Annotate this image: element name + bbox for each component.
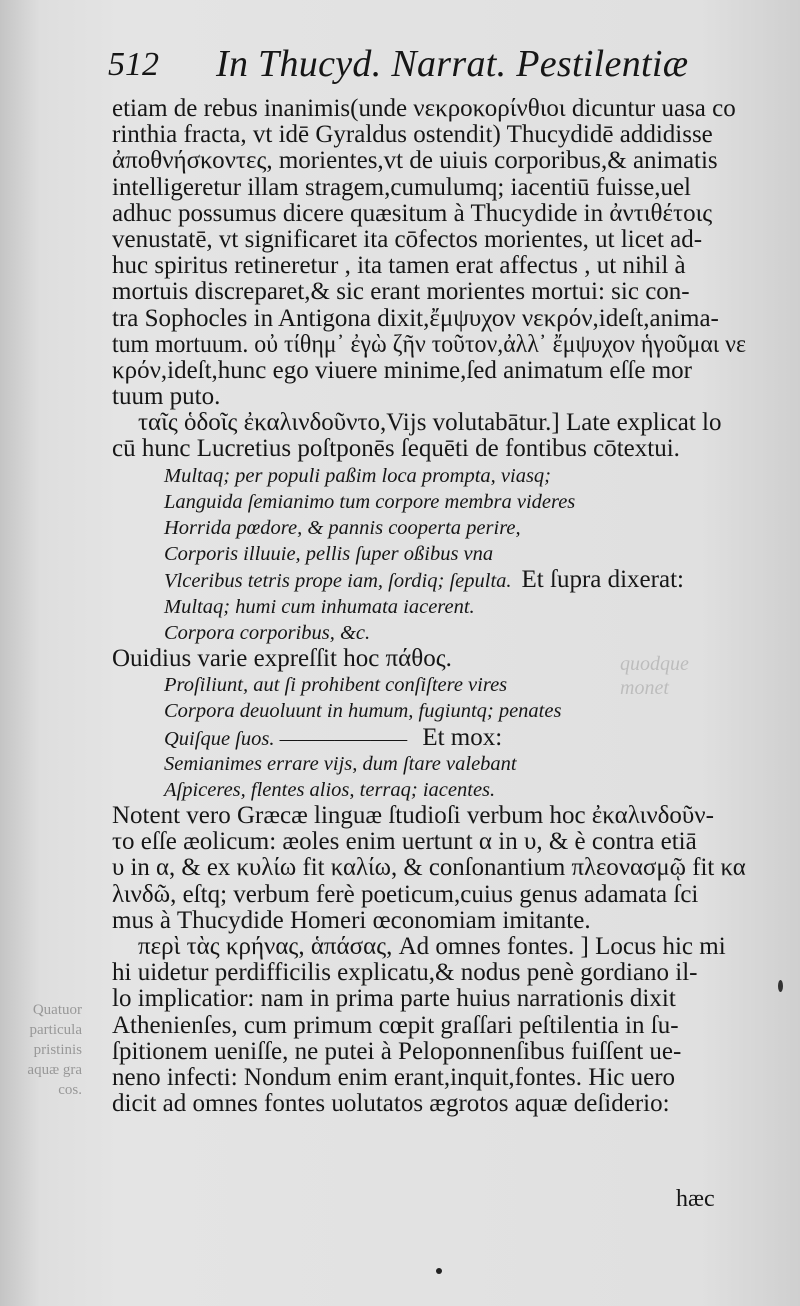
lemma-line: ταῖς ὁδοῖς ἐκαλινδοῦντο,Vijs volutabātur.] Late explicat lo bbox=[138, 409, 722, 437]
verse-line bbox=[112, 620, 746, 646]
verse-text: Corpora deuoluunt in humum, fugiuntq; penates bbox=[164, 700, 562, 723]
ink-speck bbox=[778, 980, 783, 992]
bleed-through-right-2: monet bbox=[620, 677, 669, 699]
bleed-line: cos. bbox=[58, 1082, 82, 1098]
text-line bbox=[112, 855, 746, 881]
bleed-line: Quatuor bbox=[32, 1002, 82, 1018]
text-line bbox=[112, 332, 746, 358]
bleed-line: aquæ gra bbox=[27, 1062, 82, 1078]
text-line: Notent vero Græcæ linguæ ſtudioſi verbum hoc ἐκαλινδοῦν- bbox=[112, 802, 714, 830]
text-line: tuum puto. bbox=[112, 383, 221, 411]
verse-text: Multaq; per populi paßim loca prompta, viasq; bbox=[164, 464, 551, 487]
verse-line bbox=[112, 594, 746, 620]
verse-text: Quiſque ſuos. ——————— bbox=[164, 727, 413, 750]
text-line: etiam de rebus inanimis(unde νεκροκορίνθιοι dicuntur uasa co bbox=[112, 95, 736, 122]
main-text-block bbox=[112, 96, 746, 1117]
verse-line bbox=[112, 725, 746, 751]
verse-line bbox=[112, 515, 746, 541]
verse-text: Multaq; humi cum inhumata iacerent. bbox=[164, 595, 475, 618]
text-line: ἀποθνήσκοντες, morientes,vt de uiuis corporibus,& animatis bbox=[112, 147, 718, 175]
verse-text: Vlceribus tetris prope iam, ſordiq; ſepulta. bbox=[164, 570, 512, 593]
running-title: In Thucyd. Narrat. Pestilentiæ bbox=[216, 43, 689, 85]
verse-text: Horrida pœdore, & pannis cooperta perire, bbox=[164, 517, 521, 539]
verse-line bbox=[112, 463, 746, 489]
text-line: tra Sophocles in Antigona dixit,ἔμψυχον νεκρόν,ideſt,anima- bbox=[112, 304, 719, 332]
verse-line bbox=[112, 751, 746, 777]
verse-text: Proſiliunt, aut ſi prohibent conſiſtere vires bbox=[164, 674, 508, 697]
bleed-through-right-1: quodque bbox=[620, 653, 689, 675]
text-line: lo implicatior: nam in prima parte huius narrationis dixit bbox=[112, 985, 676, 1013]
catchword: hæc bbox=[676, 1186, 715, 1212]
text-line: ſpitionem ueniſſe, ne putei à Peloponnenſibus fuiſſent ue- bbox=[112, 1037, 682, 1065]
text-line: adhuc possumus dicere quæsitum à Thucydide in ἀντιθέτοις bbox=[112, 199, 713, 227]
verse-line bbox=[112, 567, 746, 593]
text-line: mortuis discreparet,& sic erant morientes mortui: sic con- bbox=[112, 278, 690, 306]
page-number: 512 bbox=[108, 46, 159, 83]
line-fit-wrapper: υ in α, & ex κυλίω fit καλίω, & conſonantium πλεονασμῷ fit κα bbox=[112, 854, 746, 882]
text-line: το eſſe æolicum: æoles enim uertunt α in υ, & è contra etiā bbox=[112, 828, 697, 856]
text-line: dicit ad omnes fontes uolutatos ægrotos aquæ deſiderio: bbox=[112, 1090, 670, 1118]
text-line: κρόν,ideſt,hunc ego viuere minime,ſed animatum eſſe mor bbox=[112, 356, 692, 384]
text-line: Ouidius varie expreſſit hoc πάθος. bbox=[112, 644, 452, 672]
text-line: neno infecti: Nondum enim erant,inquit,fontes. Hic uero bbox=[112, 1063, 676, 1091]
page-header bbox=[108, 43, 748, 98]
text-line: Athenienſes, cum primum cœpit graſſari peſtilentia in ſu- bbox=[112, 1011, 679, 1039]
verse-text: Corporis illuuie, pellis ſuper oßibus vna bbox=[164, 543, 494, 566]
text-line: cū hunc Lucretius poſtponēs ſequēti de fontibus cōtextui. bbox=[112, 435, 680, 463]
bleed-line: pristinis bbox=[33, 1042, 82, 1058]
line-fit-wrapper: tum mortuum. οὐ τίθημ᾽ ἐγὼ ζῆν τοῦτον,ἀλλ᾽ ἔμψυχον ἡγοῦμαι νε bbox=[112, 330, 746, 358]
lemma-line: περὶ τὰς κρήνας, ἁπάσας, Ad omnes fontes. ] Locus hic mi bbox=[138, 933, 726, 960]
text-line: λινδῶ, eſtq; verbum ferè poeticum,cuius genus adamata ſci bbox=[112, 880, 699, 908]
verse-tail-text: Et mox: bbox=[422, 723, 503, 751]
text-line: rinthia fracta, vt idē Gyraldus ostendit) Thucydidē addidisse bbox=[112, 121, 713, 149]
verse-text: Languida ſemianimo tum corpore membra videres bbox=[164, 490, 576, 513]
verse-text: Aſpiceres, flentes alios, terraq; iacentes. bbox=[164, 778, 496, 801]
text-line: mus à Thucydide Homeri œconomiam imitante. bbox=[112, 906, 591, 934]
text-line: huc spiritus retineretur , ita tamen erat affectus , ut nihil à bbox=[112, 252, 686, 280]
verse-line bbox=[112, 777, 746, 803]
bleed-through-marginalia bbox=[4, 1000, 82, 1100]
verse-text: Corpora corporibus, &c. bbox=[164, 621, 371, 644]
verse-tail-text: Et ſupra dixerat: bbox=[521, 566, 684, 594]
verse-text: Semianimes errare vijs, dum ſtare valebant bbox=[164, 752, 517, 775]
verse-line bbox=[112, 541, 746, 567]
verse-line bbox=[112, 489, 746, 515]
ink-speck bbox=[436, 1268, 442, 1274]
text-line: intelligeretur illam stragem,cumulumq; iacentiū fuisse,uel bbox=[112, 173, 692, 201]
text-line: venustatē, vt significaret ita cōfectos morientes, ut licet ad- bbox=[112, 225, 703, 253]
bleed-line: particula bbox=[29, 1022, 82, 1038]
verse-line bbox=[112, 698, 746, 724]
text-line: hi uidetur perdifficilis explicatu,& nodus penè gordiano il- bbox=[112, 959, 698, 987]
